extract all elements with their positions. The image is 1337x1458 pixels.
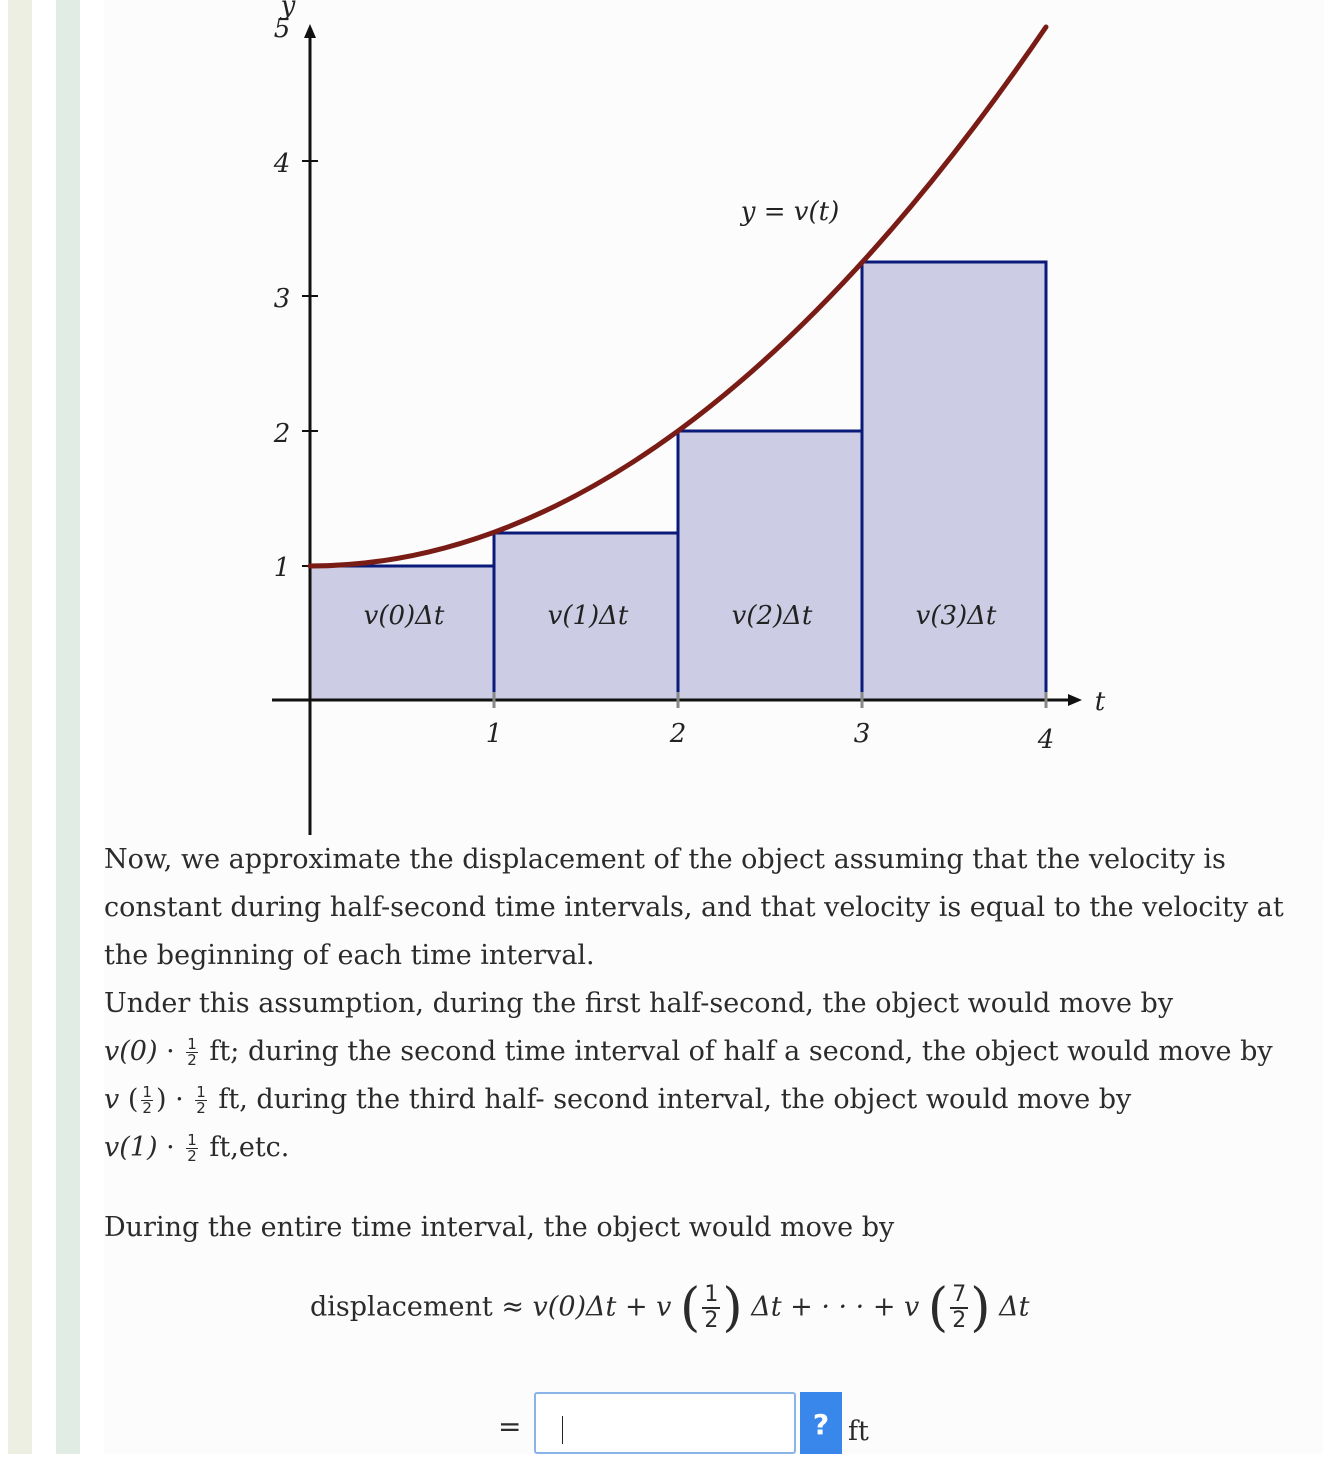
paren-close: ) <box>722 1278 743 1338</box>
bar-label-4: v(3)Δt <box>915 601 997 631</box>
assumption-intro: Under this assumption, during the first half-second, the object would move by <box>104 988 1174 1019</box>
ft-etc-text: ft,etc. <box>209 1132 290 1163</box>
displacement-equation <box>310 1278 1030 1338</box>
assumption-line-3 <box>104 1124 1294 1172</box>
bar-label-1: v(0)Δt <box>363 601 445 631</box>
half-fraction: $\frac{1}{2}$ <box>187 1035 197 1069</box>
v0-term: v(0) <box>104 1036 158 1067</box>
equation-fraction-2: $\frac{7}{2}$ <box>952 1282 967 1333</box>
y-tick-label-1: 1 <box>273 553 291 583</box>
bar-label-3: v(2)Δt <box>731 601 813 631</box>
graph-svg <box>104 0 1324 840</box>
answer-input[interactable] <box>534 1392 796 1454</box>
ft-semicolon-text: ft; during the second time interval of half a second, the object would move by <box>209 1036 1273 1067</box>
x-tick-label-2: 2 <box>669 719 687 749</box>
assumption-line-2 <box>104 1076 1294 1124</box>
riemann-sum-graph <box>104 0 1324 840</box>
left-margin-stripe <box>8 0 32 1454</box>
text-caret <box>562 1416 563 1444</box>
equation-fraction-1: $\frac{1}{2}$ <box>704 1282 719 1333</box>
y-axis-label: y <box>280 0 296 21</box>
half-argument-fraction: $\frac{1}{2}$ <box>142 1083 152 1117</box>
equation-end: Δt <box>999 1291 1030 1323</box>
equation-lhs: displacement <box>310 1291 493 1323</box>
bar-3 <box>678 431 862 700</box>
ft-comma-text: ft, during the third half- second interval, the object would move by <box>218 1084 1132 1115</box>
y-tick-label-3: 3 <box>273 284 291 314</box>
curve-label: y = v(t) <box>740 197 840 227</box>
approximation-paragraph <box>104 836 1294 980</box>
help-button[interactable]: ? <box>800 1392 842 1454</box>
x-tick-label-3: 3 <box>853 719 871 749</box>
dot-operator: · <box>175 1084 184 1115</box>
y-tick-label-2: 2 <box>273 419 291 449</box>
y-tick-label-5: 5 <box>273 14 291 44</box>
dot-operator: · <box>166 1132 175 1163</box>
equation-term0: v(0)Δt + v <box>532 1291 672 1323</box>
half-fraction: $\frac{1}{2}$ <box>187 1131 197 1165</box>
x-axis-label: t <box>1094 687 1106 717</box>
v1-term: v(1) <box>104 1132 158 1163</box>
x-axis-arrow <box>1068 694 1082 706</box>
paren-close: ) <box>970 1278 991 1338</box>
left-margin-stripe-inner <box>56 0 80 1454</box>
entire-interval-text: During the entire time interval, the object would move by <box>104 1212 895 1243</box>
v-letter: v <box>104 1084 120 1115</box>
half-fraction: $\frac{1}{2}$ <box>196 1083 206 1117</box>
paren-open: ( <box>127 1084 139 1115</box>
paren-open: ( <box>927 1278 949 1338</box>
approximation-text: Now, we approximate the displacement of the object assuming that the velocity is constant during half-second time intervals, and that velocity is equal to the velocity at the beginning of each time interval. <box>104 844 1284 971</box>
x-tick-label-1: 1 <box>485 719 503 749</box>
equals-sign: = <box>498 1410 522 1443</box>
unit-label: ft <box>848 1416 869 1447</box>
paren-close: ) <box>155 1084 167 1115</box>
paren-open: ( <box>680 1278 701 1338</box>
y-axis-arrow <box>304 24 316 38</box>
x-tick-label-4: 4 <box>1037 725 1055 755</box>
equation-mid: Δt + · · · + v <box>751 1291 920 1323</box>
y-tick-label-4: 4 <box>273 149 291 179</box>
bar-label-2: v(1)Δt <box>547 601 629 631</box>
assumption-line-1 <box>104 1028 1294 1076</box>
entire-interval-paragraph <box>104 1204 1294 1252</box>
bar-4 <box>862 262 1046 700</box>
riemann-bars <box>310 262 1046 700</box>
dot-operator: · <box>166 1036 175 1067</box>
bar-1 <box>310 566 494 700</box>
approx-symbol: ≈ <box>501 1291 524 1323</box>
assumption-paragraph <box>104 980 1294 1172</box>
